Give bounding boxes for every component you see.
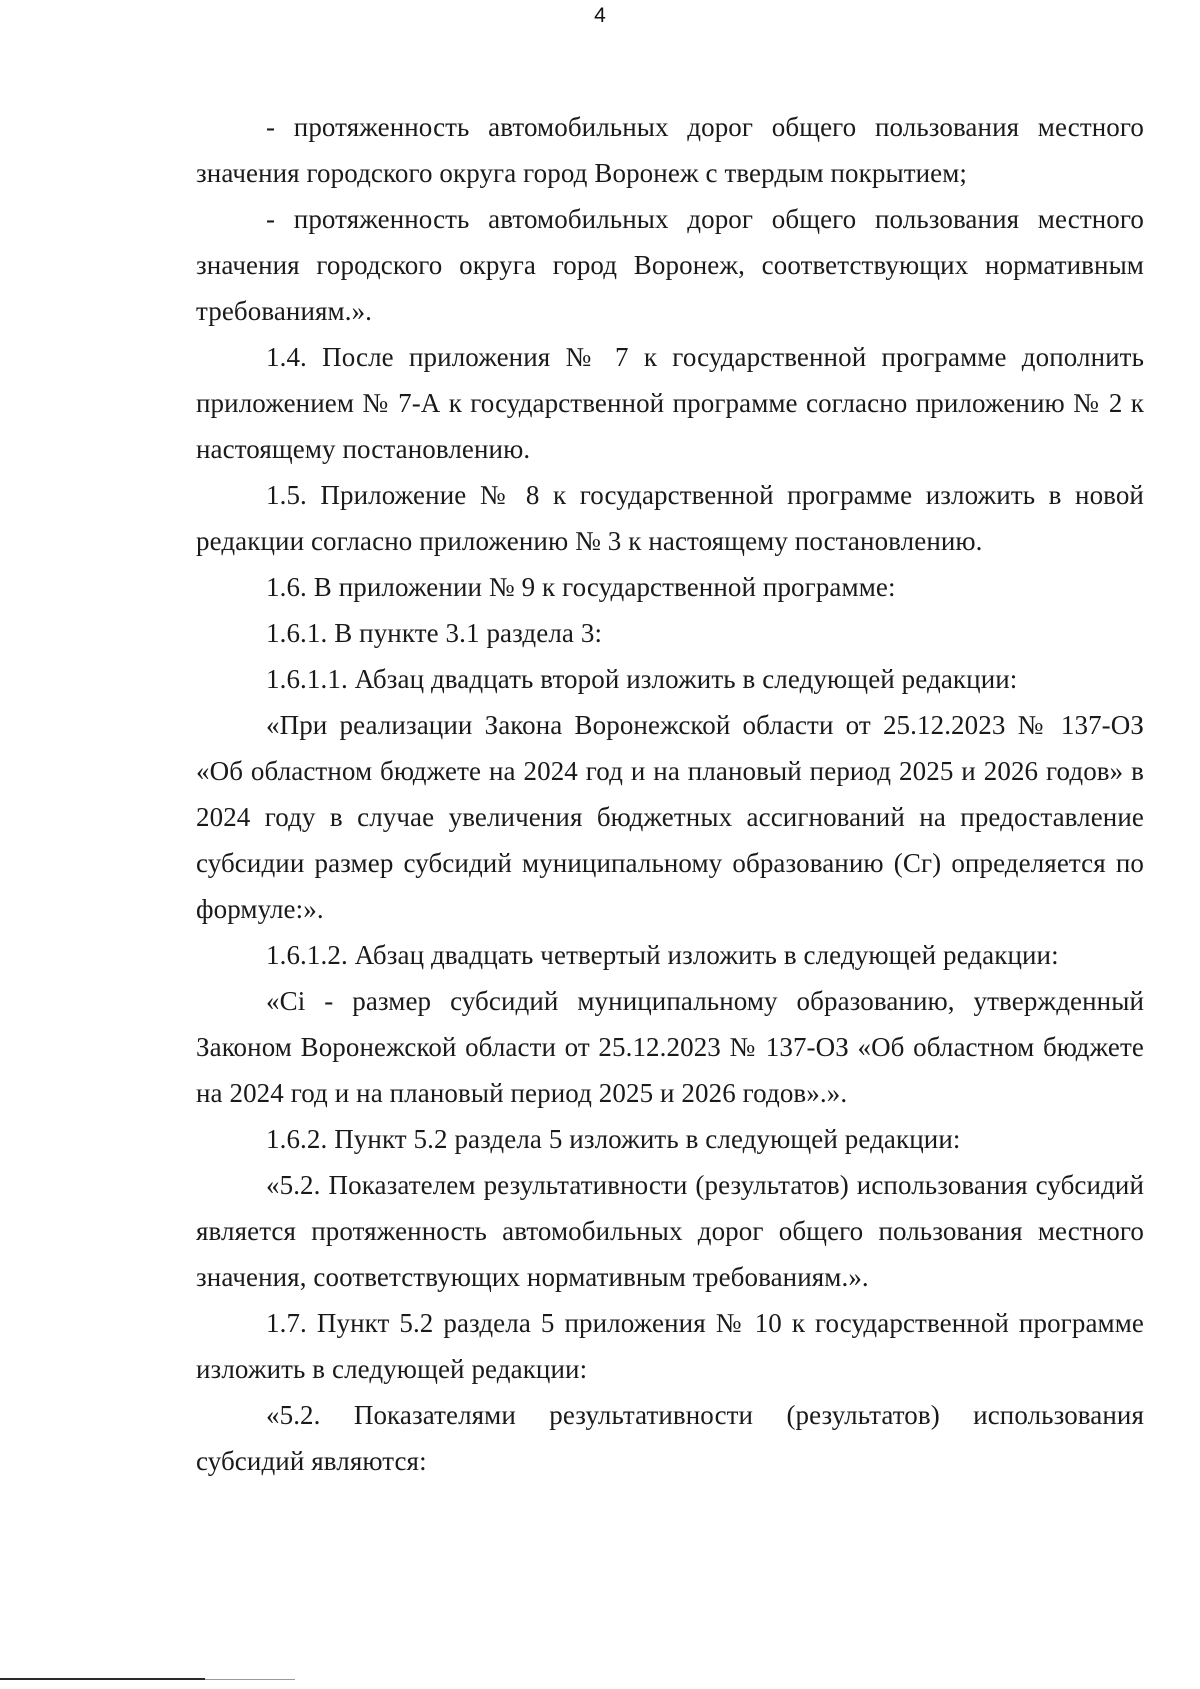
paragraph-quote-5-2-indicators: «5.2. Показателями результативности (результатов) использования субсидий являются: [196,1400,1144,1476]
paragraph-road-length-hard-surface: - протяженность автомобильных дорог общего пользования местного значения городского округа город Воронеж с твердым покрытием; [196,112,1144,188]
paragraph-1-4: 1.4. После приложения № 7 к государственной программе дополнить приложением № 7-А к государственной программе согласно приложению № 2 к настоящему постановлению. [196,342,1144,464]
paragraph-quote-ci-definition: «Ci - размер субсидий муниципальному образованию, утвержденный Законом Воронежской области от 25.12.2023 № 137-ОЗ «Об областном бюджете на 2024 год и на плановый период 2025 и 2026 годов».». [196,986,1144,1108]
footer-scan-rule [0,1678,205,1680]
page-number: 4 [594,4,606,27]
paragraph-1-6-1-1: 1.6.1.1. Абзац двадцать второй изложить в следующей редакции: [266,664,1018,694]
paragraph-road-length-normative: - протяженность автомобильных дорог общего пользования местного значения городского округа город Воронеж, соответствующих нормативным требованиям.». [196,204,1144,326]
paragraph-1-6: 1.6. В приложении № 9 к государственной программе: [266,572,896,602]
paragraph-1-6-1: 1.6.1. В пункте 3.1 раздела 3: [266,618,603,648]
document-body [196,104,1144,1484]
paragraph-1-7: 1.7. Пункт 5.2 раздела 5 приложения № 10 к государственной программе изложить в следующей редакции: [196,1308,1144,1384]
paragraph-quote-law-2024: «При реализации Закона Воронежской области от 25.12.2023 № 137-ОЗ «Об областном бюджете на 2024 год и на плановый период 2025 и 2026 годов» в 2024 году в случае увеличения бюджетных ассигнований на предоставление субсидии размер субсидий муниципальному образованию (Сг) определяется по формуле:». [196,710,1144,924]
paragraph-quote-5-2-indicator: «5.2. Показателем результативности (результатов) использования субсидий является протяженность автомобильных дорог общего пользования местного значения, соответствующих нормативным требованиям.». [196,1170,1144,1292]
paragraph-1-5: 1.5. Приложение № 8 к государственной программе изложить в новой редакции согласно приложению № 3 к настоящему постановлению. [196,480,1144,556]
footer-scan-rule-faint [205,1679,295,1680]
paragraph-1-6-2: 1.6.2. Пункт 5.2 раздела 5 изложить в следующей редакции: [266,1124,961,1154]
paragraph-1-6-1-2: 1.6.1.2. Абзац двадцать четвертый изложить в следующей редакции: [266,940,1059,970]
